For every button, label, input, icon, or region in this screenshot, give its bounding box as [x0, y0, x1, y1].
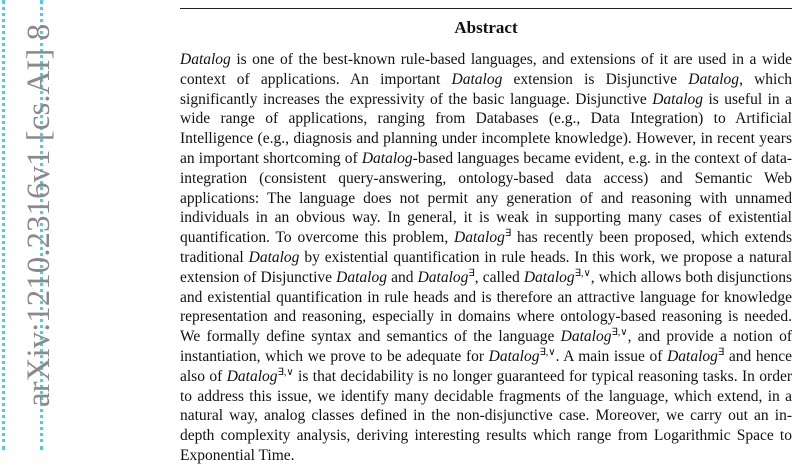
abstract-text-run: is that decidability is no longer guaranteed for typical reasoning tasks. In order to address this issue, we identify many decidable fragments of the language, which extend, in a natural way, analog classes defined in the non-disjunctive case. Moreover, we carry out an in-depth complexity analysis, deriving interesting results which range from Logarithmic Space to Exponential Time. [180, 367, 792, 464]
abstract-text-run: , which allows both disjunctions and existential quantification in rule heads and is therefore an attractive language for knowledge representation and reasoning, especially in domains where ontology-based reasoning is needed. We formally define syntax and semantics of the language [180, 268, 792, 346]
italic-term: Datalog [560, 328, 612, 346]
superscript-quantifier: ∃,∨ [277, 366, 294, 378]
italic-term: Datalog [451, 70, 503, 88]
abstract-body [180, 50, 792, 466]
abstract-text-run: has recently been proposed, which extends traditional [180, 229, 792, 266]
superscript-quantifier: ∃,∨ [611, 327, 628, 339]
abstract-text-run: . A main issue of [555, 347, 668, 365]
italic-term: Datalog [523, 268, 575, 286]
italic-term: Datalog [226, 367, 278, 385]
superscript-quantifier: ∃ [504, 228, 512, 240]
header-rule [180, 8, 792, 9]
italic-term: Datalog [336, 268, 387, 286]
italic-term: Datalog [488, 347, 540, 365]
abstract-text-run: -based languages became evident, e.g. in the context of data-integration (consistent query-answering, ontology-based data access) and Semantic Web applications: The language does not permit any generation of and reasoning with unnamed individuals in an obvious way. In general, it is weak in supporting many cases of existential quantification. To overcome this problem, [180, 149, 792, 247]
italic-term: Datalog [454, 229, 505, 247]
arxiv-identifier-stamp: arXiv:1210.2316v1 [cs.AI] 8 [21, 23, 57, 407]
italic-term: Datalog [248, 248, 300, 266]
abstract-text-run: by existential quantification in rule heads. In this work, we propose a natural extension of Disjunctive [180, 248, 793, 286]
italic-term: Datalog [180, 51, 231, 68]
abstract-text-run: and hence also of [180, 347, 792, 385]
arxiv-sidebar [0, 0, 57, 450]
superscript-quantifier: ∃ [468, 267, 475, 279]
abstract-text-run: extension is Disjunctive [502, 70, 689, 88]
abstract-text-run: is useful in a wide range of applications, ranging from Databases (e.g., Data Integration) to Artificial Intelligence (e.g., diagnosis and planning under incomplete knowledge). However, in recent years an important shortcoming of [180, 90, 792, 167]
abstract-heading: Abstract [454, 18, 518, 37]
italic-term: Datalog [667, 347, 718, 365]
abstract-text-run: , and provide a notion of instantiation, which we prove to be adequate for [180, 328, 792, 365]
abstract-text-run: is one of the best-known rule-based languages, and extensions of it are used in a wide context of applications. An important [180, 51, 792, 88]
italic-term: Datalog [361, 149, 413, 167]
superscript-quantifier: ∃,∨ [574, 267, 591, 279]
superscript-quantifier: ∃ [717, 346, 725, 358]
abstract-text-run: and [386, 268, 418, 286]
italic-term: Datalog [652, 90, 704, 108]
abstract-text-run: , which significantly increases the expressivity of the basic language. Disjunctive [180, 70, 792, 108]
sidebar-dotted-border-left [2, 0, 5, 450]
superscript-quantifier: ∃,∨ [539, 346, 556, 358]
italic-term: Datalog [688, 70, 740, 88]
italic-term: Datalog [417, 268, 469, 286]
abstract-text-run: , called [474, 268, 524, 286]
